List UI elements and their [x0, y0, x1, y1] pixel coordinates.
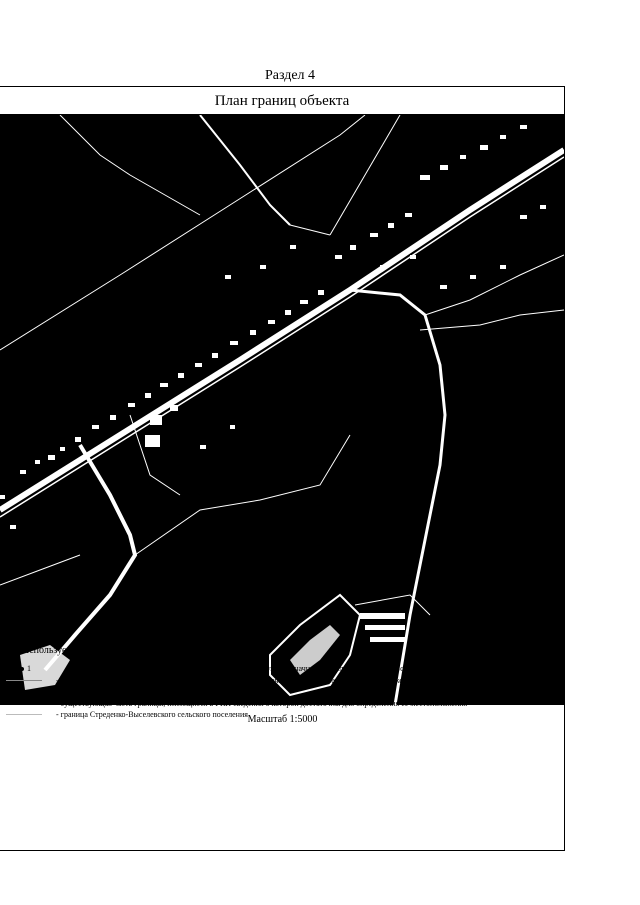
section-title: Раздел 4: [264, 68, 316, 83]
scale-label: Масштаб 1:5000: [247, 714, 318, 725]
aerial-map: [0, 115, 564, 705]
legend-text: - существующая часть границы, имеющиеся в ГКН сведения о которой достаточны для определения её местоположения: [56, 698, 468, 708]
legend-item-settlement-boundary: [6, 709, 561, 721]
legend-item-existing-boundary: [6, 698, 561, 710]
legend-text: - характерная точка контура, сведения о которой позволяют однозначно определить её на местности: [70, 664, 412, 674]
legend-title: Используемые условные знаки и обозначения:: [22, 645, 220, 656]
plan-frame: [0, 86, 565, 851]
legend-text: - вновь образованная часть контура, сведения о которой достаточны для определения ее местоположения: [56, 675, 416, 685]
legend-text: - граница Стреденко-Выселевского сельского поселения: [56, 710, 248, 720]
map-drawing: [0, 115, 564, 705]
legend-text: - граница кадастрового квартала: [56, 687, 167, 697]
thin-line-icon: [6, 680, 42, 681]
point-symbol: [6, 664, 70, 673]
legend-item-cadastral-boundary: [6, 686, 561, 698]
light-line-icon: [6, 714, 42, 715]
plan-title: План границ объекта: [0, 87, 564, 115]
point-dot-icon: [20, 667, 24, 671]
legend-item-new-contour: [6, 675, 561, 687]
thick-line-icon: [6, 702, 42, 704]
legend-item-point: [6, 663, 561, 675]
legend: [6, 663, 561, 721]
point-number: 1: [27, 664, 31, 674]
